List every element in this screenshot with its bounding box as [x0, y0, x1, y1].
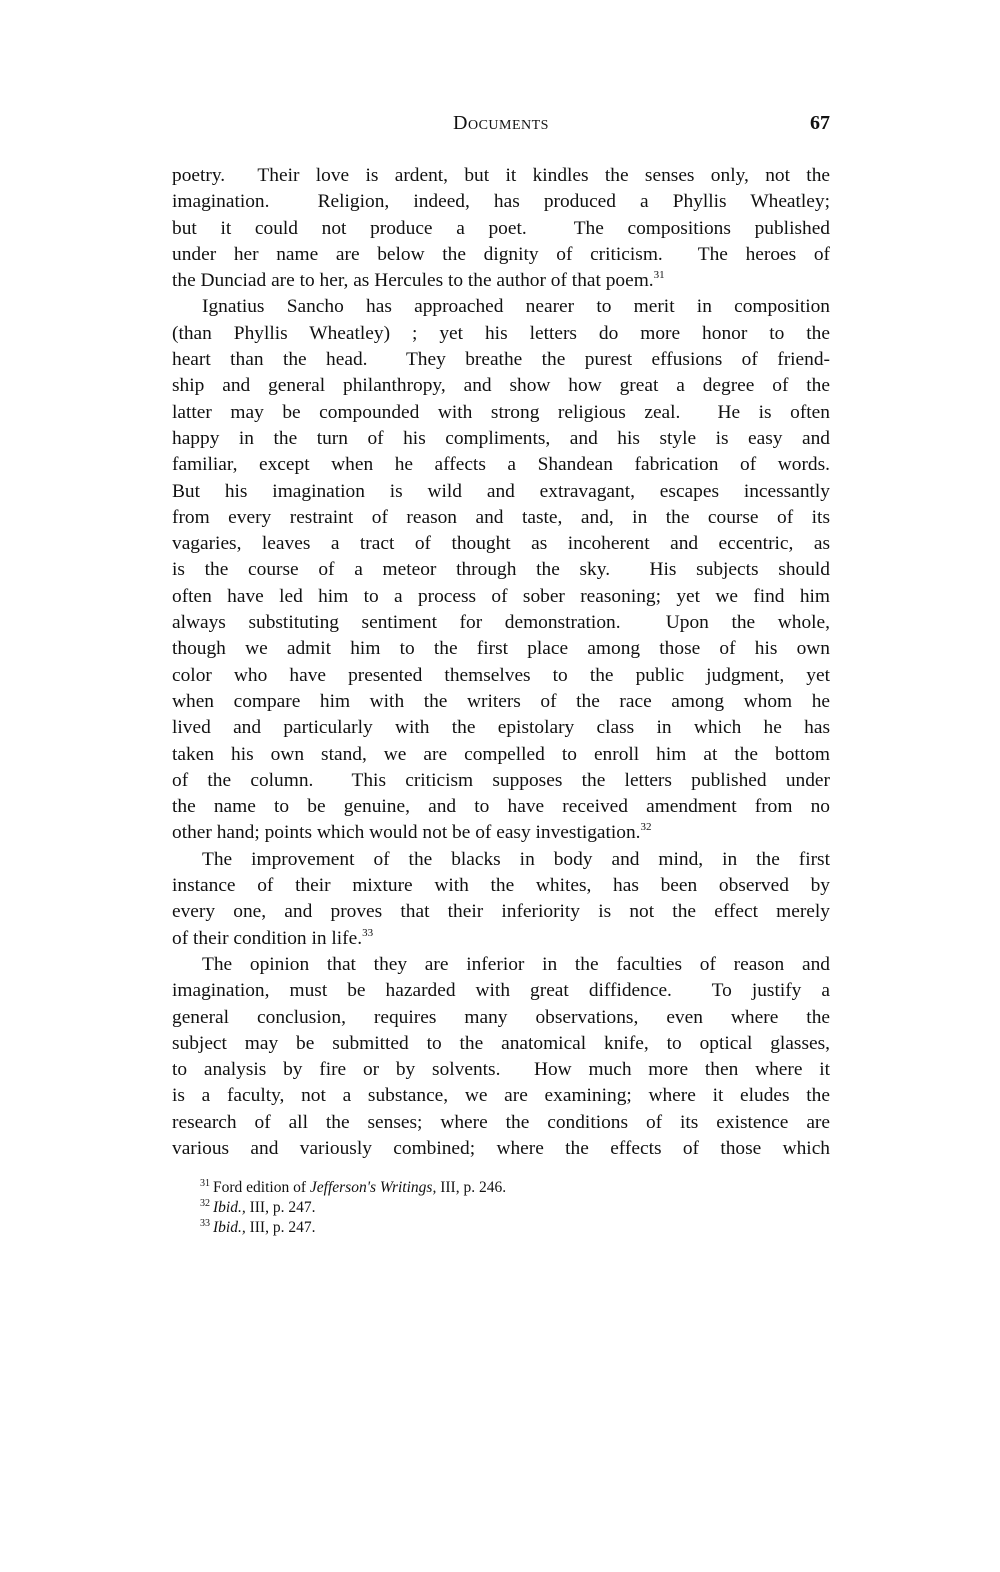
- line-text: color who have presented themselves to the public judgment, yet: [172, 664, 830, 686]
- line-text: The opinion that they are inferior in the faculties of reason and: [202, 953, 830, 975]
- line-text: from every restraint of reason and taste, and, in the course of its: [172, 506, 830, 528]
- line-text: is the course of a meteor through the sky. His subjects should: [172, 559, 830, 581]
- footnote-number: 31: [200, 1178, 210, 1189]
- text-line: [172, 1057, 830, 1083]
- paragraph: [172, 163, 830, 294]
- footnote: [200, 1218, 506, 1238]
- text-line: [172, 452, 830, 478]
- line-text: the name to be genuine, and to have received amendment from no: [172, 796, 830, 818]
- footnote-text: III, p. 246.: [436, 1179, 507, 1196]
- line-text: The improvement of the blacks in body and mind, in the first: [202, 848, 830, 870]
- text-line: [172, 1031, 830, 1057]
- line-text: the Dunciad are to her, as Hercules to the author of that poem.: [172, 270, 654, 292]
- text-line: [172, 899, 830, 925]
- line-text: research of all the senses; where the conditions of its existence are: [172, 1111, 830, 1133]
- text-line: [172, 505, 830, 531]
- footnote-text: Ford edition of: [213, 1179, 310, 1196]
- paragraph: [172, 952, 830, 1162]
- text-line: [172, 373, 830, 399]
- text-line: [172, 978, 830, 1004]
- line-text: lived and particularly with the epistolary class in which he has: [172, 717, 830, 739]
- line-text: of their condition in life.: [172, 927, 363, 949]
- text-line: [172, 584, 830, 610]
- line-text: is a faculty, not a substance, we are examining; where it eludes the: [172, 1085, 830, 1107]
- text-line: [172, 742, 830, 768]
- footnote-italic: Ibid.,: [213, 1219, 246, 1236]
- line-text: familiar, except when he affects a Shandean fabrication of words.: [172, 454, 830, 476]
- line-text: heart than the head. They breathe the purest effusions of friend-: [172, 349, 830, 371]
- line-text: other hand; points which would not be of easy investigation.: [172, 822, 641, 844]
- page-header: [172, 112, 830, 142]
- line-text: of the column. This criticism supposes the letters published under: [172, 769, 830, 791]
- text-line: [172, 794, 830, 820]
- text-line: [172, 268, 830, 294]
- line-text: taken his own stand, we are compelled to enroll him at the bottom: [172, 743, 830, 765]
- line-text: though we admit him to the first place among those of his own: [172, 638, 830, 660]
- paragraph: [172, 294, 830, 846]
- line-text: to analysis by fire or by solvents. How much more then where it: [172, 1059, 830, 1081]
- text-line: [172, 1005, 830, 1031]
- line-text: subject may be submitted to the anatomical knife, to optical glasses,: [172, 1032, 830, 1054]
- line-text: often have led him to a process of sober reasoning; yet we find him: [172, 585, 830, 607]
- line-text: when compare him with the writers of the race among whom he: [172, 690, 830, 712]
- text-line: [172, 1083, 830, 1109]
- text-line: [172, 663, 830, 689]
- text-line: [172, 189, 830, 215]
- footnote-ref: 32: [640, 821, 652, 834]
- footnote: [200, 1198, 506, 1218]
- text-line: [172, 715, 830, 741]
- text-line: [172, 294, 830, 320]
- text-line: [172, 242, 830, 268]
- text-line: [172, 820, 830, 846]
- line-text: under her name are below the dignity of criticism. The heroes of: [172, 243, 830, 265]
- footnote-text: III, p. 247.: [245, 1219, 316, 1236]
- footnote-text: III, p. 247.: [245, 1199, 316, 1216]
- text-line: [172, 400, 830, 426]
- text-line: [172, 321, 830, 347]
- line-text: latter may be compounded with strong religious zeal. He is often: [172, 401, 830, 423]
- line-text: various and variously combined; where the effects of those which: [172, 1137, 830, 1159]
- body-text: [172, 163, 830, 1162]
- footnote-ref: 31: [653, 269, 665, 282]
- footnote-ref: 33: [362, 926, 374, 939]
- page-number: 67: [810, 112, 830, 134]
- text-line: [172, 1136, 830, 1162]
- text-line: [172, 163, 830, 189]
- line-text: (than Phyllis Wheatley) ; yet his letters do more honor to the: [172, 322, 830, 344]
- text-line: [172, 557, 830, 583]
- text-line: [172, 426, 830, 452]
- text-line: [172, 216, 830, 242]
- line-text: instance of their mixture with the whites, has been observed by: [172, 875, 830, 897]
- line-text: imagination. Religion, indeed, has produced a Phyllis Wheatley;: [172, 191, 830, 213]
- line-text: Ignatius Sancho has approached nearer to merit in composition: [202, 296, 830, 318]
- text-line: [172, 479, 830, 505]
- line-text: ship and general philanthropy, and show how great a degree of the: [172, 375, 830, 397]
- footnote-number: 33: [200, 1218, 210, 1229]
- footnote: [200, 1178, 506, 1198]
- line-text: poetry. Their love is ardent, but it kindles the senses only, not the: [172, 165, 830, 186]
- text-line: [172, 636, 830, 662]
- text-line: [172, 347, 830, 373]
- running-title: Documents: [453, 112, 549, 134]
- line-text: general conclusion, requires many observations, even where the: [172, 1006, 830, 1028]
- paragraph: [172, 847, 830, 952]
- text-line: [172, 531, 830, 557]
- text-line: [172, 610, 830, 636]
- footnote-number: 32: [200, 1198, 210, 1209]
- text-line: [172, 1110, 830, 1136]
- footnote-italic: Jefferson's Writings,: [309, 1179, 437, 1196]
- text-line: [172, 689, 830, 715]
- line-text: imagination, must be hazarded with great diffidence. To justify a: [172, 980, 830, 1002]
- line-text: happy in the turn of his compliments, and his style is easy and: [172, 427, 830, 449]
- line-text: vagaries, leaves a tract of thought as incoherent and eccentric, as: [172, 533, 830, 555]
- text-line: [172, 847, 830, 873]
- footnote-italic: Ibid.,: [213, 1199, 246, 1216]
- line-text: but it could not produce a poet. The compositions published: [172, 217, 830, 239]
- line-text: every one, and proves that their inferiority is not the effect merely: [172, 901, 830, 923]
- text-line: [172, 873, 830, 899]
- text-line: [172, 926, 830, 952]
- text-line: [172, 952, 830, 978]
- line-text: But his imagination is wild and extravagant, escapes incessantly: [172, 480, 830, 502]
- line-text: always substituting sentiment for demonstration. Upon the whole,: [172, 612, 830, 634]
- footnotes: [200, 1178, 506, 1238]
- text-line: [172, 768, 830, 794]
